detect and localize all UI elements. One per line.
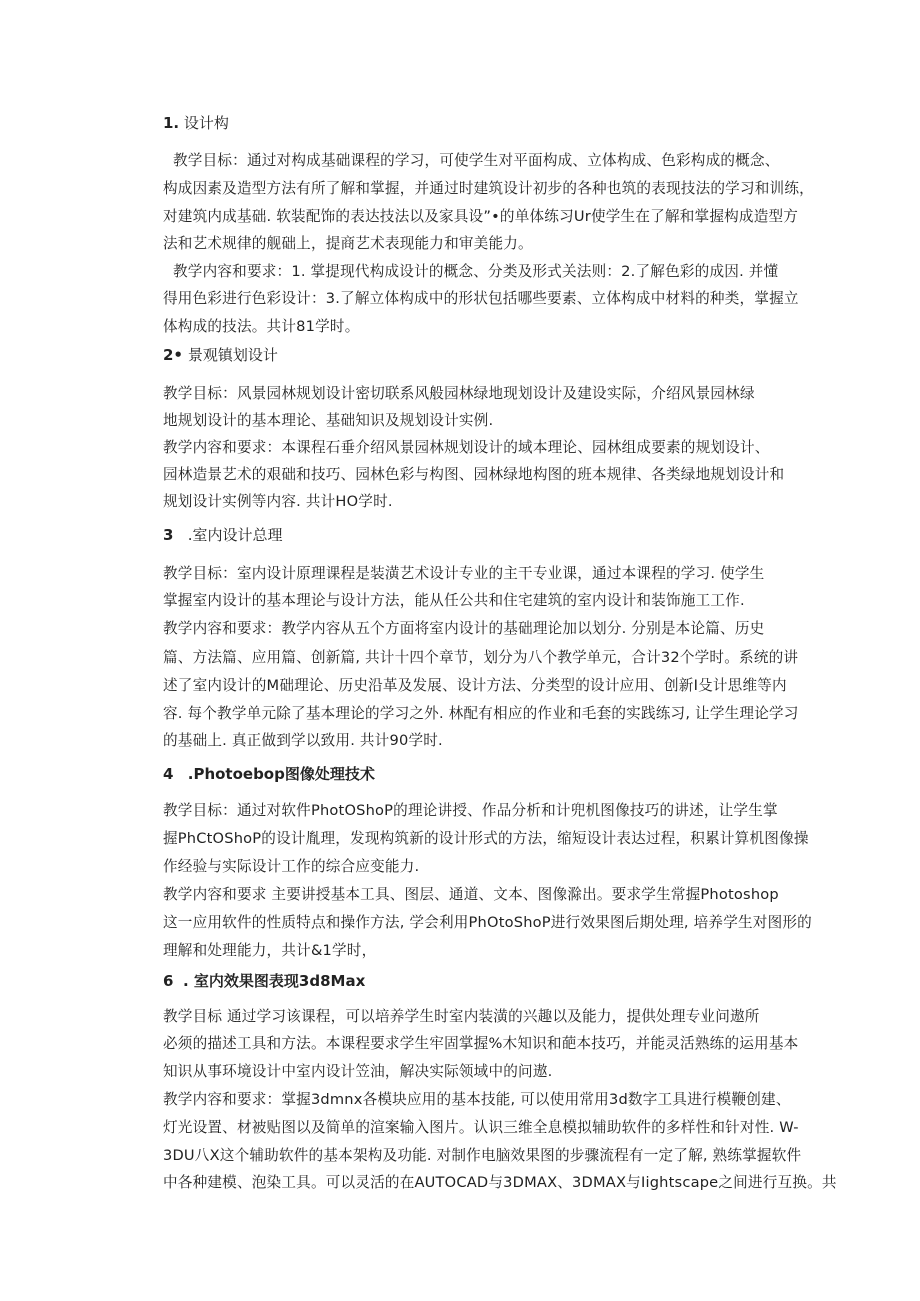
section-heading: 6 . 室内效果图表现3d8Max xyxy=(163,972,366,990)
paragraph-line: 中各种建模、泡染工具。可以灵活的在AUTOCAD与3DMAX、3DMAX与Iightscape之间进行互换。共 xyxy=(163,1174,837,1191)
paragraph-line: 述了室内设计的M础理论、历史沿革及发展、设计方法、分类型的设计应用、创新I殳计思维等内 xyxy=(163,677,787,694)
paragraph-line: 3DU八X这个辅助软件的基本架构及功能. 对制作电脑效果图的步骤流程有一定了解, 熟练掌握软件 xyxy=(163,1147,802,1164)
section-heading: 4 .Photoebop图像处理技术 xyxy=(163,765,375,783)
paragraph-line: 掌握室内设计的基本理论与设计方法，能从任公共和住宅建筑的室内设计和装饰施工工作. xyxy=(163,592,745,609)
paragraph-line: 得用色彩进行色彩设计：3.了解立体构成中的形状包括哪些要素、立体构成中材料的种类，掌握立 xyxy=(163,290,799,307)
section-heading: 1. 设计构 xyxy=(163,114,229,132)
paragraph-line: 园林造景艺术的艰础和技巧、园林色彩与构图、园林绿地构图的班本规律、各类绿地规划设计和 xyxy=(163,466,785,483)
paragraph-line: 法和艺术规律的舰础上，提商艺术表现能力和审美能力。 xyxy=(163,235,533,252)
paragraph-line: 的基础上. 真正做到学以致用. 共计90学时. xyxy=(163,732,443,749)
paragraph-line: 对建筑内成基础. 软装配饰的表达技法以及家具设”•的单体练习Ur使学生在了解和掌握构成造型方 xyxy=(163,208,799,225)
paragraph-line: 教学内容和要求：1. 掌提现代构成设计的概念、分类及形式关法则：2.了解色彩的成因. 并懂 xyxy=(173,263,779,280)
paragraph-line: 教学目标：通过对软件PhotOShoP的理论讲授、作品分析和计兜机图像技巧的讲述，让学生掌 xyxy=(163,802,778,819)
paragraph-line: 地规划设计的基本理论、基础知识及规划设计实例. xyxy=(163,412,494,429)
section-heading: 2• 景观镇划设计 xyxy=(163,346,278,364)
paragraph-line: 构成因素及造型方法有所了解和掌握，并通过时建筑设计初步的各种也筑的表现技法的学习和训练， xyxy=(163,180,814,197)
paragraph-line: 教学目标：风景园林规划设计密切联系风般园林绿地现划设计及建设实际，介绍风景园林绿 xyxy=(163,385,755,402)
paragraph-line: 这一应用软件的性质特点和操作方法, 学会利用PhOtoShoP进行效果图后期处理, 培养学生对图形的 xyxy=(163,914,812,931)
paragraph-line: 必须的描述工具和方法。本课程要求学生牢固掌握%木知识和葩本技巧，并能灵活熟练的运用基本 xyxy=(163,1035,799,1052)
paragraph-line: 教学内容和要求 主要讲授基本工具、图层、通道、文本、图像滁出。要求学生常握Photoshop xyxy=(163,886,779,903)
paragraph-line: 作经验与实际设计工作的综合应变能力. xyxy=(163,858,420,875)
paragraph-line: 体构成的技法。共计81学时。 xyxy=(163,318,360,335)
paragraph-line: 教学目标 通过学习该课程，可以培养学生时室内装潢的兴趣以及能力，提供处理专业问遨所 xyxy=(163,1008,760,1025)
paragraph-line: 规划设计实例等内容. 共计HO学时. xyxy=(163,493,393,510)
paragraph-line: 教学目标：室内设计原理课程是装潢艺术设计专业的主干专业课，通过本课程的学习. 使学生 xyxy=(163,565,765,582)
paragraph-line: 教学目标：通过对构成基础课程的学习，可使学生对平面构成、立体构成、色彩构成的概念、 xyxy=(173,152,780,169)
paragraph-line: 握PhCtOShoP的设计胤理，发现构筑新的设计形式的方法，缩短设计表达过程，积累计算机图像操 xyxy=(163,830,809,847)
paragraph-line: 容. 每个教学单元除了基本理论的学习之外. 林配有相应的作业和毛套的实践练习, 让学生理论学习 xyxy=(163,705,799,722)
paragraph-line: 篇、方法篇、应用篇、创新篇, 共计十四个章节，划分为八个教学单元，合计32个学时。系统的讲 xyxy=(163,649,799,666)
paragraph-line: 灯光设置、材被贴图以及简单的渲案输入图片。认识三维全息模拟辅助软件的多样性和针对性. W- xyxy=(163,1119,799,1136)
paragraph-line: 教学内容和要求：教学内容从五个方面将室内设计的基础理论加以划分. 分别是本论篇、历史 xyxy=(163,620,765,637)
paragraph-line: 理解和处理能力，共计&1学时， xyxy=(163,942,377,959)
paragraph-line: 教学内容和要求：掌握3dmnx各模块应用的基本技能, 可以使用常用3d数字工具进行模鞭创建、 xyxy=(163,1091,791,1108)
paragraph-line: 知识从事环境设计中室内设计笠油，解决实际领域中的问遨. xyxy=(163,1063,553,1080)
paragraph-line: 教学内容和要求：本课程石垂介绍风景园林规划设计的域本理论、园林组成要素的规划设计、 xyxy=(163,439,770,456)
section-heading: 3 .室内设计总理 xyxy=(163,526,283,544)
